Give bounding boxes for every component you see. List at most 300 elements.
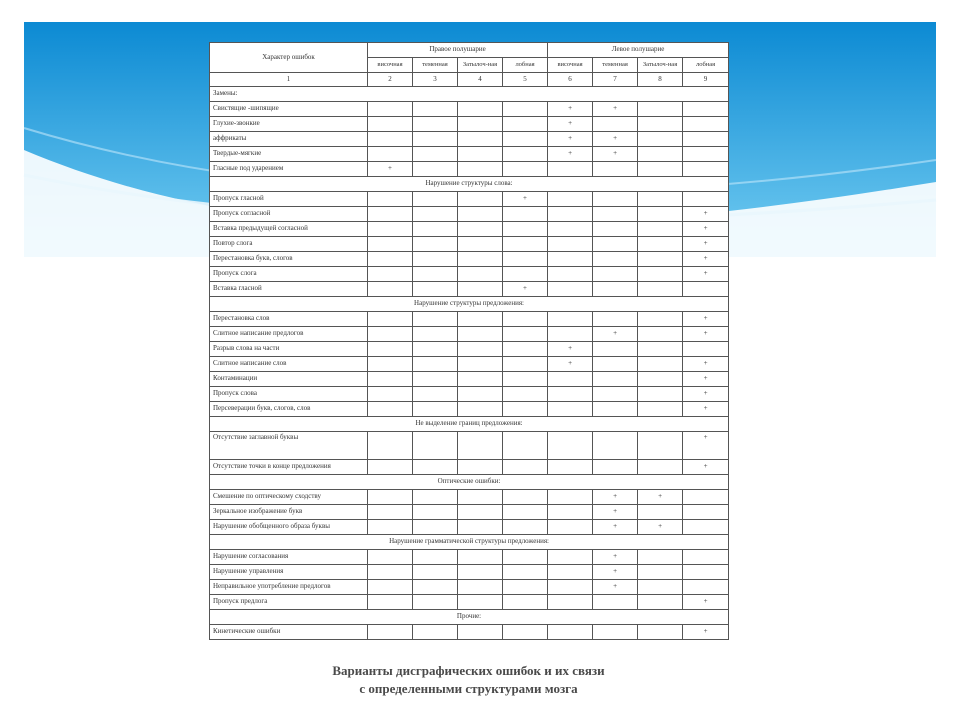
mark-cell: [413, 520, 458, 535]
error-type-cell: Пропуск слова: [210, 387, 368, 402]
column-header-lobe: лобная: [683, 58, 729, 73]
error-type-cell: Пропуск гласной: [210, 192, 368, 207]
mark-cell: [413, 460, 458, 475]
mark-cell: [548, 192, 593, 207]
section-title: Нарушение структуры предложения:: [210, 297, 729, 312]
mark-cell: +: [683, 312, 729, 327]
mark-cell: [458, 132, 503, 147]
mark-cell: +: [683, 357, 729, 372]
mark-cell: [548, 550, 593, 565]
error-type-cell: Отсутствие точки в конце предложения: [210, 460, 368, 475]
caption-line: Варианты дисграфических ошибок и их связи: [332, 663, 605, 678]
mark-cell: +: [593, 520, 638, 535]
column-number: 8: [638, 73, 683, 87]
mark-cell: [503, 490, 548, 505]
mark-cell: +: [593, 132, 638, 147]
mark-cell: [368, 237, 413, 252]
mark-cell: [683, 505, 729, 520]
error-type-cell: Вставка предыдущей согласной: [210, 222, 368, 237]
error-type-cell: Нарушение согласования: [210, 550, 368, 565]
mark-cell: [458, 505, 503, 520]
mark-cell: [413, 625, 458, 640]
mark-cell: [593, 267, 638, 282]
table-row: [210, 550, 729, 565]
mark-cell: [413, 565, 458, 580]
mark-cell: [368, 357, 413, 372]
mark-cell: [458, 282, 503, 297]
mark-cell: [458, 147, 503, 162]
dysgraphia-errors-table: [209, 42, 729, 640]
error-type-cell: Твердые-мягкие: [210, 147, 368, 162]
mark-cell: [638, 387, 683, 402]
section-row: [210, 535, 729, 550]
column-number: 7: [593, 73, 638, 87]
table-row: [210, 520, 729, 535]
mark-cell: [413, 580, 458, 595]
table-row: [210, 565, 729, 580]
mark-cell: [593, 432, 638, 460]
mark-cell: [368, 550, 413, 565]
mark-cell: [638, 402, 683, 417]
error-type-cell: Слитное написание слов: [210, 357, 368, 372]
mark-cell: [368, 372, 413, 387]
table-row: [210, 490, 729, 505]
mark-cell: [458, 402, 503, 417]
table-row: [210, 102, 729, 117]
mark-cell: [413, 162, 458, 177]
mark-cell: [593, 387, 638, 402]
column-header-lobe: теменная: [413, 58, 458, 73]
mark-cell: [458, 237, 503, 252]
mark-cell: [503, 550, 548, 565]
mark-cell: [413, 432, 458, 460]
mark-cell: [683, 550, 729, 565]
mark-cell: [458, 192, 503, 207]
error-type-cell: Свистящие -шипящие: [210, 102, 368, 117]
mark-cell: [368, 102, 413, 117]
table-row: [210, 460, 729, 475]
mark-cell: [458, 432, 503, 460]
mark-cell: [413, 132, 458, 147]
mark-cell: [548, 387, 593, 402]
mark-cell: +: [548, 357, 593, 372]
mark-cell: [458, 102, 503, 117]
mark-cell: +: [638, 490, 683, 505]
mark-cell: [413, 117, 458, 132]
mark-cell: [368, 192, 413, 207]
table-row: [210, 357, 729, 372]
mark-cell: +: [683, 237, 729, 252]
mark-cell: [638, 625, 683, 640]
table-row: [210, 267, 729, 282]
mark-cell: [638, 207, 683, 222]
mark-cell: [548, 580, 593, 595]
mark-cell: [503, 565, 548, 580]
caption-line: с определенными структурами мозга: [359, 681, 578, 696]
table-row: [210, 252, 729, 267]
error-type-cell: Перестановка слов: [210, 312, 368, 327]
mark-cell: [548, 565, 593, 580]
mark-cell: [548, 252, 593, 267]
mark-cell: [593, 282, 638, 297]
mark-cell: +: [683, 372, 729, 387]
mark-cell: [638, 267, 683, 282]
mark-cell: [413, 312, 458, 327]
table-row: [210, 402, 729, 417]
mark-cell: [638, 222, 683, 237]
mark-cell: [458, 252, 503, 267]
mark-cell: [638, 565, 683, 580]
error-type-cell: Разрыв слова на части: [210, 342, 368, 357]
mark-cell: [548, 460, 593, 475]
mark-cell: [458, 372, 503, 387]
table-row: [210, 162, 729, 177]
mark-cell: +: [683, 387, 729, 402]
mark-cell: [458, 327, 503, 342]
mark-cell: +: [548, 342, 593, 357]
mark-cell: [413, 505, 458, 520]
mark-cell: [413, 207, 458, 222]
mark-cell: [458, 550, 503, 565]
mark-cell: +: [548, 102, 593, 117]
mark-cell: +: [593, 490, 638, 505]
mark-cell: [503, 357, 548, 372]
mark-cell: [503, 580, 548, 595]
mark-cell: [638, 460, 683, 475]
mark-cell: [548, 402, 593, 417]
mark-cell: [503, 132, 548, 147]
mark-cell: [593, 222, 638, 237]
column-header-lobe: височная: [548, 58, 593, 73]
mark-cell: [503, 162, 548, 177]
column-header-lobe: теменная: [593, 58, 638, 73]
error-type-cell: Смешение по оптическому сходству: [210, 490, 368, 505]
mark-cell: [368, 520, 413, 535]
mark-cell: [683, 162, 729, 177]
table-row: [210, 207, 729, 222]
mark-cell: [683, 520, 729, 535]
mark-cell: [458, 117, 503, 132]
mark-cell: [458, 595, 503, 610]
mark-cell: [458, 520, 503, 535]
mark-cell: +: [593, 565, 638, 580]
mark-cell: [503, 327, 548, 342]
mark-cell: [683, 490, 729, 505]
section-title: Не выделение границ предложения:: [210, 417, 729, 432]
mark-cell: +: [503, 192, 548, 207]
section-title: Прочие:: [210, 610, 729, 625]
mark-cell: [413, 402, 458, 417]
mark-cell: [638, 252, 683, 267]
mark-cell: [683, 282, 729, 297]
mark-cell: +: [548, 147, 593, 162]
mark-cell: [638, 432, 683, 460]
mark-cell: [503, 595, 548, 610]
error-type-cell: Повтор слога: [210, 237, 368, 252]
mark-cell: [548, 595, 593, 610]
mark-cell: [458, 267, 503, 282]
mark-cell: [683, 102, 729, 117]
mark-cell: +: [683, 595, 729, 610]
mark-cell: [638, 117, 683, 132]
mark-cell: [548, 520, 593, 535]
mark-cell: [368, 117, 413, 132]
mark-cell: +: [368, 162, 413, 177]
mark-cell: [683, 192, 729, 207]
mark-cell: [548, 237, 593, 252]
mark-cell: [503, 267, 548, 282]
table-row: [210, 342, 729, 357]
mark-cell: [413, 222, 458, 237]
error-type-cell: Пропуск предлога: [210, 595, 368, 610]
error-type-cell: аффрикаты: [210, 132, 368, 147]
mark-cell: [548, 327, 593, 342]
mark-cell: [638, 312, 683, 327]
mark-cell: [413, 550, 458, 565]
mark-cell: [638, 192, 683, 207]
mark-cell: [458, 222, 503, 237]
mark-cell: [593, 402, 638, 417]
mark-cell: [503, 372, 548, 387]
error-type-cell: Вставка гласной: [210, 282, 368, 297]
section-title: Нарушение грамматической структуры предложения:: [210, 535, 729, 550]
mark-cell: [683, 342, 729, 357]
mark-cell: [458, 565, 503, 580]
mark-cell: [368, 505, 413, 520]
table-row: [210, 117, 729, 132]
mark-cell: [593, 625, 638, 640]
mark-cell: [503, 147, 548, 162]
mark-cell: [368, 147, 413, 162]
mark-cell: [548, 222, 593, 237]
mark-cell: [368, 460, 413, 475]
mark-cell: [458, 625, 503, 640]
mark-cell: [503, 625, 548, 640]
mark-cell: [503, 117, 548, 132]
table-row: [210, 222, 729, 237]
section-row: [210, 417, 729, 432]
error-type-cell: Пропуск согласной: [210, 207, 368, 222]
table-row: [210, 132, 729, 147]
table-row: [210, 432, 729, 460]
table-row: [210, 312, 729, 327]
table-row: [210, 147, 729, 162]
column-number: 5: [503, 73, 548, 87]
mark-cell: [638, 505, 683, 520]
mark-cell: [413, 267, 458, 282]
mark-cell: [503, 312, 548, 327]
mark-cell: +: [683, 460, 729, 475]
error-type-cell: Персеверации букв, слогов, слов: [210, 402, 368, 417]
mark-cell: [638, 580, 683, 595]
mark-cell: [638, 147, 683, 162]
mark-cell: +: [683, 252, 729, 267]
error-type-cell: Пропуск слога: [210, 267, 368, 282]
table-row: [210, 580, 729, 595]
mark-cell: +: [593, 550, 638, 565]
mark-cell: [503, 207, 548, 222]
column-number: 2: [368, 73, 413, 87]
mark-cell: [368, 565, 413, 580]
mark-cell: [503, 102, 548, 117]
mark-cell: [368, 432, 413, 460]
mark-cell: [413, 490, 458, 505]
mark-cell: [503, 460, 548, 475]
mark-cell: [413, 342, 458, 357]
mark-cell: [593, 312, 638, 327]
mark-cell: [593, 162, 638, 177]
section-title: Замены:: [210, 87, 729, 102]
mark-cell: [368, 312, 413, 327]
column-header-lobe: Затылоч-ная: [458, 58, 503, 73]
section-row: [210, 297, 729, 312]
error-type-cell: Контаминации: [210, 372, 368, 387]
mark-cell: [638, 595, 683, 610]
mark-cell: [458, 387, 503, 402]
column-header-lobe: лобная: [503, 58, 548, 73]
mark-cell: [413, 237, 458, 252]
mark-cell: [593, 372, 638, 387]
mark-cell: [368, 222, 413, 237]
section-row: [210, 475, 729, 490]
mark-cell: [458, 342, 503, 357]
mark-cell: [503, 520, 548, 535]
mark-cell: [593, 207, 638, 222]
mark-cell: +: [593, 580, 638, 595]
mark-cell: +: [593, 327, 638, 342]
error-type-cell: Перестановка букв, слогов: [210, 252, 368, 267]
mark-cell: [548, 432, 593, 460]
mark-cell: [638, 237, 683, 252]
table-row: [210, 237, 729, 252]
mark-cell: [458, 460, 503, 475]
column-number: 1: [210, 73, 368, 87]
error-type-cell: Кинетические ошибки: [210, 625, 368, 640]
error-type-cell: Нарушение обобщенного образа буквы: [210, 520, 368, 535]
table-row: [210, 595, 729, 610]
mark-cell: [458, 207, 503, 222]
mark-cell: [638, 102, 683, 117]
table-row: [210, 387, 729, 402]
mark-cell: [548, 162, 593, 177]
mark-cell: [548, 372, 593, 387]
mark-cell: [413, 387, 458, 402]
mark-cell: [548, 625, 593, 640]
mark-cell: +: [548, 132, 593, 147]
error-type-cell: Неправильное употребление предлогов: [210, 580, 368, 595]
mark-cell: [458, 580, 503, 595]
table-row: [210, 505, 729, 520]
column-number: 4: [458, 73, 503, 87]
mark-cell: [593, 595, 638, 610]
error-type-cell: Глухие-звонкие: [210, 117, 368, 132]
mark-cell: [593, 117, 638, 132]
mark-cell: [413, 372, 458, 387]
mark-cell: +: [683, 207, 729, 222]
mark-cell: [413, 252, 458, 267]
mark-cell: [368, 387, 413, 402]
table-row: [210, 372, 729, 387]
section-title: Нарушение структуры слова:: [210, 177, 729, 192]
error-table-sheet: [209, 42, 728, 640]
mark-cell: [548, 207, 593, 222]
mark-cell: [593, 460, 638, 475]
mark-cell: [368, 625, 413, 640]
mark-cell: [593, 252, 638, 267]
mark-cell: +: [683, 625, 729, 640]
mark-cell: [368, 595, 413, 610]
mark-cell: [638, 372, 683, 387]
mark-cell: [368, 207, 413, 222]
mark-cell: +: [593, 102, 638, 117]
mark-cell: +: [683, 402, 729, 417]
mark-cell: +: [683, 327, 729, 342]
table-row: [210, 625, 729, 640]
mark-cell: [503, 237, 548, 252]
column-header-right-hemisphere: Правое полушарие: [368, 43, 548, 58]
mark-cell: [503, 342, 548, 357]
column-header-lobe: Затылоч-ная: [638, 58, 683, 73]
mark-cell: [368, 580, 413, 595]
mark-cell: [638, 132, 683, 147]
error-type-cell: Зеркальное изображение букв: [210, 505, 368, 520]
table-row: [210, 282, 729, 297]
mark-cell: [368, 490, 413, 505]
mark-cell: [503, 252, 548, 267]
mark-cell: [368, 327, 413, 342]
mark-cell: [593, 192, 638, 207]
column-number: 9: [683, 73, 729, 87]
mark-cell: [413, 147, 458, 162]
mark-cell: [503, 505, 548, 520]
mark-cell: [413, 102, 458, 117]
mark-cell: +: [683, 432, 729, 460]
mark-cell: [638, 162, 683, 177]
mark-cell: [503, 387, 548, 402]
mark-cell: +: [593, 505, 638, 520]
mark-cell: +: [638, 520, 683, 535]
mark-cell: [593, 342, 638, 357]
mark-cell: +: [503, 282, 548, 297]
mark-cell: [638, 282, 683, 297]
mark-cell: [458, 162, 503, 177]
table-row: [210, 327, 729, 342]
mark-cell: [458, 490, 503, 505]
section-title: Оптические ошибки:: [210, 475, 729, 490]
mark-cell: [548, 267, 593, 282]
mark-cell: [548, 282, 593, 297]
mark-cell: [593, 357, 638, 372]
mark-cell: [503, 222, 548, 237]
mark-cell: [413, 192, 458, 207]
mark-cell: [683, 565, 729, 580]
mark-cell: [503, 402, 548, 417]
mark-cell: [503, 432, 548, 460]
mark-cell: [368, 402, 413, 417]
mark-cell: [368, 342, 413, 357]
section-row: [210, 177, 729, 192]
mark-cell: [638, 357, 683, 372]
column-number: 6: [548, 73, 593, 87]
section-row: [210, 610, 729, 625]
mark-cell: +: [683, 267, 729, 282]
section-row: [210, 87, 729, 102]
mark-cell: [368, 267, 413, 282]
error-type-cell: Нарушение управления: [210, 565, 368, 580]
mark-cell: [413, 357, 458, 372]
column-header-lobe: височная: [368, 58, 413, 73]
mark-cell: [548, 312, 593, 327]
